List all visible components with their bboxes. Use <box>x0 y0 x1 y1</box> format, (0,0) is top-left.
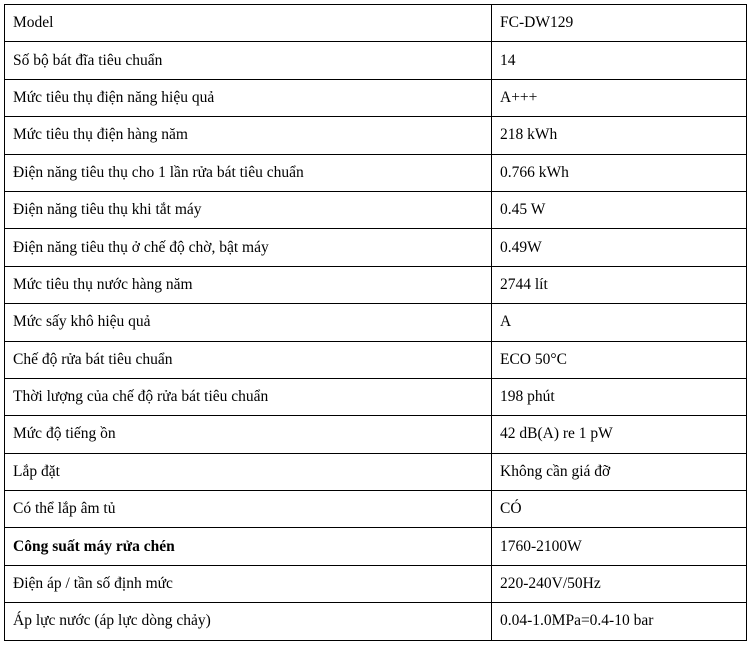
spec-table <box>4 4 747 641</box>
spec-value: Không cần giá đỡ <box>492 453 747 490</box>
spec-value: 42 dB(A) re 1 pW <box>492 416 747 453</box>
spec-value: A+++ <box>492 79 747 116</box>
spec-label: Điện năng tiêu thụ khi tắt máy <box>5 191 492 228</box>
spec-label: Có thể lắp âm tủ <box>5 491 492 528</box>
spec-label: Số bộ bát đĩa tiêu chuẩn <box>5 42 492 79</box>
table-row <box>5 453 747 490</box>
spec-value: 218 kWh <box>492 117 747 154</box>
table-row <box>5 191 747 228</box>
spec-label: Mức tiêu thụ điện năng hiệu quả <box>5 79 492 116</box>
spec-label: Lắp đặt <box>5 453 492 490</box>
table-row <box>5 416 747 453</box>
table-row <box>5 42 747 79</box>
table-row <box>5 565 747 602</box>
spec-value: ECO 50°C <box>492 341 747 378</box>
spec-value: 198 phút <box>492 378 747 415</box>
table-row <box>5 304 747 341</box>
table-row <box>5 378 747 415</box>
spec-value: CÓ <box>492 491 747 528</box>
spec-label: Áp lực nước (áp lực dòng chảy) <box>5 603 492 640</box>
table-row <box>5 266 747 303</box>
spec-table-body <box>5 5 747 641</box>
spec-value: 0.49W <box>492 229 747 266</box>
spec-value: 0.766 kWh <box>492 154 747 191</box>
spec-label: Điện áp / tần số định mức <box>5 565 492 602</box>
spec-label: Thời lượng của chế độ rửa bát tiêu chuẩn <box>5 378 492 415</box>
table-row <box>5 5 747 42</box>
spec-value: 0.45 W <box>492 191 747 228</box>
spec-label: Mức độ tiếng ồn <box>5 416 492 453</box>
table-row <box>5 491 747 528</box>
table-row <box>5 603 747 640</box>
spec-label: Model <box>5 5 492 42</box>
table-row <box>5 79 747 116</box>
spec-value: 1760-2100W <box>492 528 747 565</box>
spec-label: Công suất máy rửa chén <box>5 528 492 565</box>
spec-label: Điện năng tiêu thụ cho 1 lần rửa bát tiêu chuẩn <box>5 154 492 191</box>
spec-label: Mức tiêu thụ điện hàng năm <box>5 117 492 154</box>
spec-value: 2744 lít <box>492 266 747 303</box>
table-row <box>5 341 747 378</box>
spec-value: A <box>492 304 747 341</box>
spec-value: 14 <box>492 42 747 79</box>
table-row <box>5 154 747 191</box>
spec-label: Điện năng tiêu thụ ở chế độ chờ, bật máy <box>5 229 492 266</box>
spec-value: 220-240V/50Hz <box>492 565 747 602</box>
table-row <box>5 528 747 565</box>
table-row <box>5 229 747 266</box>
spec-label: Chế độ rửa bát tiêu chuẩn <box>5 341 492 378</box>
spec-label: Mức tiêu thụ nước hàng năm <box>5 266 492 303</box>
spec-value: 0.04-1.0MPa=0.4-10 bar <box>492 603 747 640</box>
table-row <box>5 117 747 154</box>
spec-value: FC-DW129 <box>492 5 747 42</box>
spec-label: Mức sấy khô hiệu quả <box>5 304 492 341</box>
